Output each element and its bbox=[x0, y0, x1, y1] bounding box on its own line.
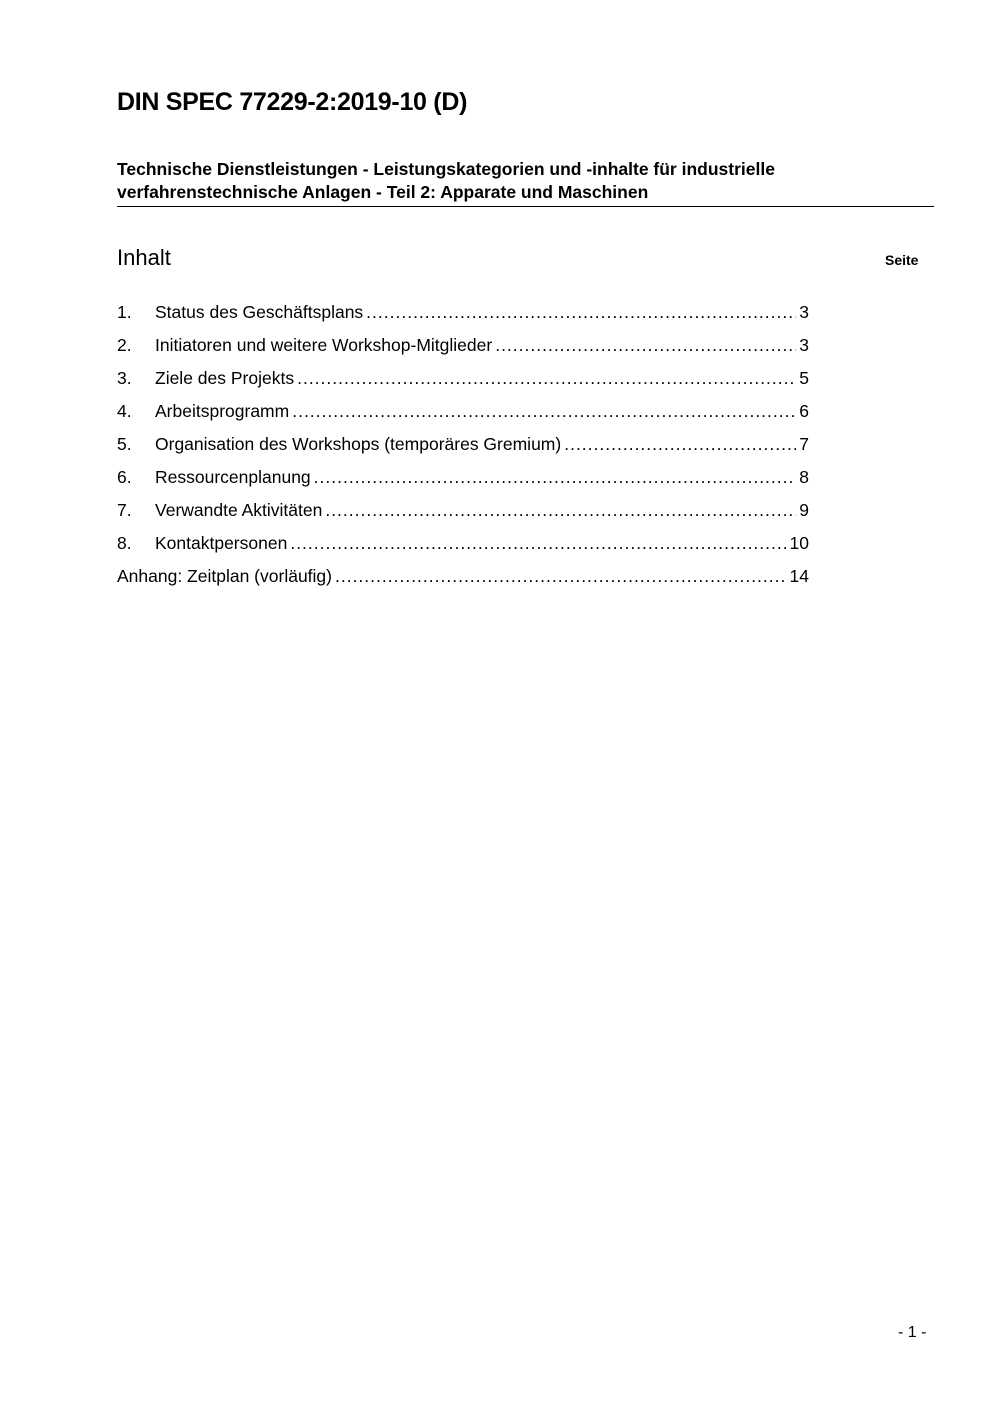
toc-page-column-heading: Seite bbox=[885, 252, 919, 268]
toc-entry-page: 6 bbox=[799, 401, 809, 421]
toc-entry-number: 8. bbox=[117, 533, 132, 553]
toc-dot-leader bbox=[292, 401, 796, 422]
toc-dot-leader bbox=[564, 434, 796, 455]
toc-dot-leader bbox=[335, 566, 787, 587]
document-subtitle-line-2: verfahrenstechnische Anlagen - Teil 2: Apparate und Maschinen bbox=[117, 182, 649, 202]
toc-entry-label: Arbeitsprogramm bbox=[155, 401, 290, 421]
page-number: - 1 - bbox=[898, 1324, 927, 1341]
toc-entry-page: 3 bbox=[799, 335, 809, 355]
toc-dot-leader bbox=[290, 533, 786, 554]
toc-entry-label: Initiatoren und weitere Workshop-Mitglieder bbox=[155, 335, 493, 355]
toc-entry-number: 4. bbox=[117, 401, 132, 421]
toc-dot-leader bbox=[325, 500, 796, 521]
toc-entry-5[interactable] bbox=[117, 434, 809, 467]
toc-entry-4[interactable] bbox=[117, 401, 809, 434]
toc-heading: Inhalt bbox=[117, 245, 171, 270]
toc-entry-label: Kontaktpersonen bbox=[155, 533, 288, 553]
toc-entry-page: 10 bbox=[789, 533, 809, 553]
toc-entry-number: 5. bbox=[117, 434, 132, 454]
toc-entry-label: Verwandte Aktivitäten bbox=[155, 500, 323, 520]
toc-entry-label: Ziele des Projekts bbox=[155, 368, 295, 388]
toc-entry-number: 1. bbox=[117, 302, 132, 322]
toc-entry-page: 3 bbox=[799, 302, 809, 322]
toc-entry-3[interactable] bbox=[117, 368, 809, 401]
toc-entry-label: Anhang: Zeitplan (vorläufig) bbox=[117, 566, 332, 586]
toc-dot-leader bbox=[314, 467, 797, 488]
toc-entry-label: Ressourcenplanung bbox=[155, 467, 311, 487]
table-of-contents bbox=[117, 302, 809, 599]
toc-entry-annex[interactable] bbox=[117, 566, 809, 599]
document-subtitle-line-1: Technische Dienstleistungen - Leistungskategorien und -inhalte für industrielle bbox=[117, 159, 775, 179]
toc-entry-number: 7. bbox=[117, 500, 132, 520]
toc-entry-6[interactable] bbox=[117, 467, 809, 500]
toc-entry-7[interactable] bbox=[117, 500, 809, 533]
toc-entry-page: 8 bbox=[799, 467, 809, 487]
toc-entry-page: 5 bbox=[799, 368, 809, 388]
document-title: DIN SPEC 77229-2:2019-10 (D) bbox=[117, 88, 468, 116]
toc-dot-leader bbox=[297, 368, 796, 389]
toc-dot-leader bbox=[366, 302, 796, 323]
toc-entry-8[interactable] bbox=[117, 533, 809, 566]
document-subtitle bbox=[117, 158, 934, 207]
toc-entry-page: 7 bbox=[799, 434, 809, 454]
toc-entry-number: 3. bbox=[117, 368, 132, 388]
toc-entry-label: Organisation des Workshops (temporäres Gremium) bbox=[155, 434, 562, 454]
toc-entry-1[interactable] bbox=[117, 302, 809, 335]
toc-entry-number: 2. bbox=[117, 335, 132, 355]
toc-entry-page: 14 bbox=[789, 566, 809, 586]
toc-entry-number: 6. bbox=[117, 467, 132, 487]
toc-entry-2[interactable] bbox=[117, 335, 809, 368]
toc-entry-page: 9 bbox=[799, 500, 809, 520]
toc-dot-leader bbox=[495, 335, 796, 356]
toc-entry-label: Status des Geschäftsplans bbox=[155, 302, 364, 322]
